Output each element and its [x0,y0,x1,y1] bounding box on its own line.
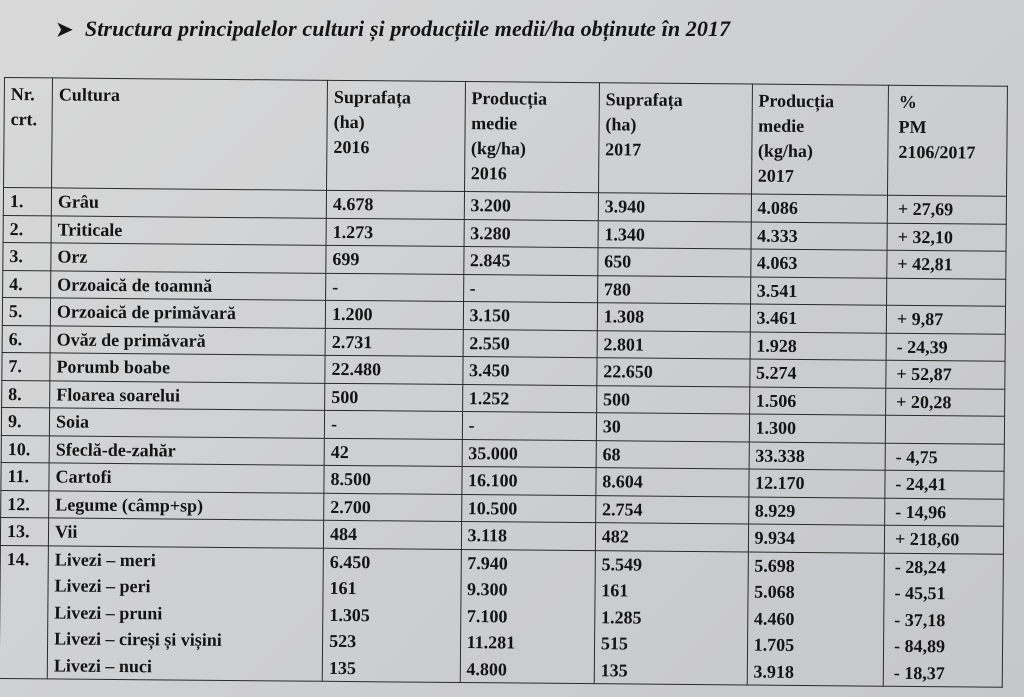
arrow-bullet-icon: ➤ [56,19,73,41]
cell-productia-2017: 5.274 [749,359,886,388]
livezi-line: - 45,51 [894,582,946,604]
cell-pm: + 32,10 [887,223,1006,252]
cell-nr: 9. [1,407,49,435]
cell-suprafata-2016: 4.678 [326,190,464,219]
cell-pm: + 20,28 [886,388,1005,417]
livezi-line: - 18,37 [893,662,945,684]
table-body [0,188,1006,688]
cell-suprafata-2016: 2.731 [325,328,463,357]
livezi-line: 161 [601,580,629,601]
header-line: 2016 [333,136,370,158]
cell-suprafata-2016: 42 [324,438,462,467]
header-line: medie [471,113,518,134]
header-line: medie [758,115,805,136]
cell-pm: - 24,41 [885,470,1004,499]
livezi-line: - 84,89 [893,636,946,657]
livezi-line: Livezi – pruni [54,602,163,624]
cell-productia-2017 [747,552,885,687]
header-nr [4,78,53,188]
cell-nr: 4. [3,270,51,298]
livezi-line: 1.285 [601,606,642,628]
cell-cultura: Floarea soarelui [50,380,325,410]
livezi-line: 6.450 [329,551,371,572]
cell-suprafata-2017: 650 [598,248,751,277]
livezi-line: 9.300 [467,579,508,600]
livezi-line: 523 [329,631,357,652]
header-line: 2017 [605,139,642,160]
cell-cultura: Orz [51,243,326,273]
cell-productia-2017: 8.929 [748,497,885,526]
cell-productia-2017: 33.338 [749,442,886,471]
cell-productia-2016: - [463,274,597,303]
cell-pm: - 4,75 [885,443,1004,472]
cell-suprafata-2016: - [324,410,462,439]
cell-nr: 10. [1,435,49,463]
livezi-line: 7.100 [466,605,508,627]
header-line: Nr. [10,84,35,105]
cell-suprafata-2017: 68 [596,440,749,469]
cell-pm: + 42,81 [887,250,1006,279]
cell-suprafata-2016: - [326,273,464,302]
title-text: Structura principalelor culturi și producțiile medii/ha obținute în 2017 [84,16,731,41]
cell-productia-2016: 10.500 [461,494,595,523]
livezi-line: 4.800 [466,658,508,680]
cell-productia-2016: 3.280 [464,219,598,248]
cell-productia-2016: 3.200 [464,192,598,221]
table-header-row [4,78,1008,197]
cell-nr: 1. [3,188,51,216]
header-line: Suprafața [605,89,683,110]
cell-productia-2017: 4.333 [751,222,888,251]
livezi-line: 1.305 [329,604,370,625]
cell-pm: + 218,60 [884,525,1003,554]
cell-nr: 14. [0,545,48,679]
header-line: % [898,91,917,112]
cell-cultura: Legume (câmp+sp) [49,490,324,520]
cell-suprafata-2016: 8.500 [324,465,462,494]
cell-suprafata-2016: 1.200 [325,300,463,329]
cell-cultura: Ovăz de primăvară [50,325,325,355]
cell-cultura: Grâu [51,188,326,218]
cell-nr: 8. [2,380,50,408]
livezi-line: 7.940 [467,552,508,573]
cell-productia-2017: 3.461 [750,304,887,333]
cell-nr: 12. [1,490,49,518]
header-line: 2016 [470,163,507,184]
page-title [56,16,730,42]
cell-cultura [47,545,323,681]
cell-cultura: Cartofi [49,463,324,493]
cell-nr: 6. [2,325,50,353]
livezi-line: 1.705 [753,634,795,656]
cell-productia-2016: 16.100 [461,467,595,496]
livezi-line: 5.698 [754,555,795,576]
table-row-livezi [0,545,1003,688]
cell-productia-2016: 2.550 [463,329,597,358]
livezi-line: 3.918 [753,661,795,682]
header-suprafata-2017 [598,83,752,194]
header-line: Suprafața [333,86,411,108]
cell-productia-2016: 2.845 [463,247,597,276]
cell-cultura: Orzoaică de primăvară [50,298,325,328]
cell-pm [887,278,1006,307]
cell-pm [885,415,1004,444]
cell-productia-2016: 3.150 [463,302,597,331]
livezi-line: 5.068 [754,581,795,603]
header-line: crt. [10,109,38,130]
header-line: (ha) [605,114,637,135]
cell-suprafata-2016 [322,548,461,683]
cell-pm: + 9,87 [886,305,1005,334]
livezi-line: Livezi – meri [54,548,156,570]
header-productia-2016 [464,82,599,193]
cell-pm: + 52,87 [886,360,1005,389]
cell-cultura: Soia [49,408,324,438]
cell-nr: 5. [2,297,50,325]
cell-nr: 11. [1,462,49,490]
livezi-line: 5.549 [601,553,643,575]
header-cultura [52,78,328,190]
cell-productia-2017: 12.170 [748,469,885,498]
cell-productia-2017: 3.541 [750,277,887,306]
cell-suprafata-2016: 2.700 [324,493,462,522]
cell-suprafata-2017: 482 [595,523,748,552]
cell-nr: 3. [3,242,51,270]
cell-cultura: Orzoaică de toamnă [51,270,326,300]
cell-productia-2016: 3.118 [461,522,595,551]
cell-suprafata-2017: 2.801 [597,330,750,359]
livezi-line: 515 [600,633,628,654]
header-line: Producția [471,88,548,109]
livezi-line: - 37,18 [894,609,946,630]
cell-suprafata-2017: 1.308 [597,303,750,332]
header-pm [888,85,1008,196]
livezi-line: - 28,24 [894,556,946,577]
cell-productia-2016: - [462,412,596,441]
livezi-line: Livezi – peri [54,575,151,597]
cell-suprafata-2017: 3.940 [598,193,751,222]
livezi-line: 135 [600,660,628,681]
cell-suprafata-2017: 780 [597,275,750,304]
cell-pm: - 14,96 [885,498,1004,527]
header-line: 2106/2017 [898,141,976,163]
header-productia-2017 [751,84,888,195]
header-line: Cultura [58,84,120,106]
cell-pm [883,553,1003,688]
cell-suprafata-2017: 2.754 [595,495,748,524]
cell-cultura: Triticale [51,215,326,245]
cell-suprafata-2017 [594,550,748,685]
cell-suprafata-2016: 699 [326,245,464,274]
cell-suprafata-2017: 8.604 [596,468,749,497]
cell-productia-2016: 35.000 [462,439,596,468]
livezi-line: 161 [329,577,357,599]
cell-productia-2016: 3.450 [462,357,596,386]
cell-productia-2016: 1.252 [462,384,596,413]
cell-suprafata-2016: 500 [325,383,463,412]
header-line: (ha) [333,111,365,133]
cell-cultura: Porumb boabe [50,353,325,383]
livezi-line: 4.460 [753,608,795,629]
header-line: 2017 [757,165,794,186]
cell-nr: 2. [3,215,51,243]
cell-suprafata-2016: 22.480 [325,355,463,384]
cell-nr: 13. [0,517,48,545]
header-line: Producția [758,90,835,112]
cell-productia-2017: 4.063 [750,249,887,278]
cell-suprafata-2016: 484 [323,520,461,549]
cell-nr: 7. [2,352,50,380]
cell-productia-2017: 9.934 [748,524,885,553]
cell-productia-2016 [460,549,595,684]
cell-suprafata-2017: 30 [596,413,749,442]
cell-suprafata-2017: 22.650 [597,358,750,387]
cell-suprafata-2017: 1.340 [598,220,751,249]
cell-productia-2017: 1.300 [749,414,886,443]
cell-pm: - 24,39 [886,333,1005,362]
livezi-line: 135 [328,657,356,678]
cell-productia-2017: 1.506 [749,387,886,416]
livezi-line: Livezi – nuci [53,655,152,677]
livezi-line: Livezi – cireși și vișini [54,628,222,651]
cell-suprafata-2016: 1.273 [326,218,464,247]
cell-suprafata-2017: 500 [596,385,749,414]
livezi-line: 11.281 [466,632,516,653]
cell-productia-2017: 4.086 [751,194,888,223]
header-line: PM [898,116,927,138]
cell-productia-2017: 1.928 [750,332,887,361]
crops-table [0,77,1008,688]
cell-pm: + 27,69 [887,195,1006,224]
header-line: (kg/ha) [470,138,527,159]
cell-cultura: Vii [48,518,323,548]
header-suprafata-2016 [327,80,465,191]
header-line: (kg/ha) [757,140,814,162]
cell-cultura: Sfeclă-de-zahăr [49,435,324,465]
